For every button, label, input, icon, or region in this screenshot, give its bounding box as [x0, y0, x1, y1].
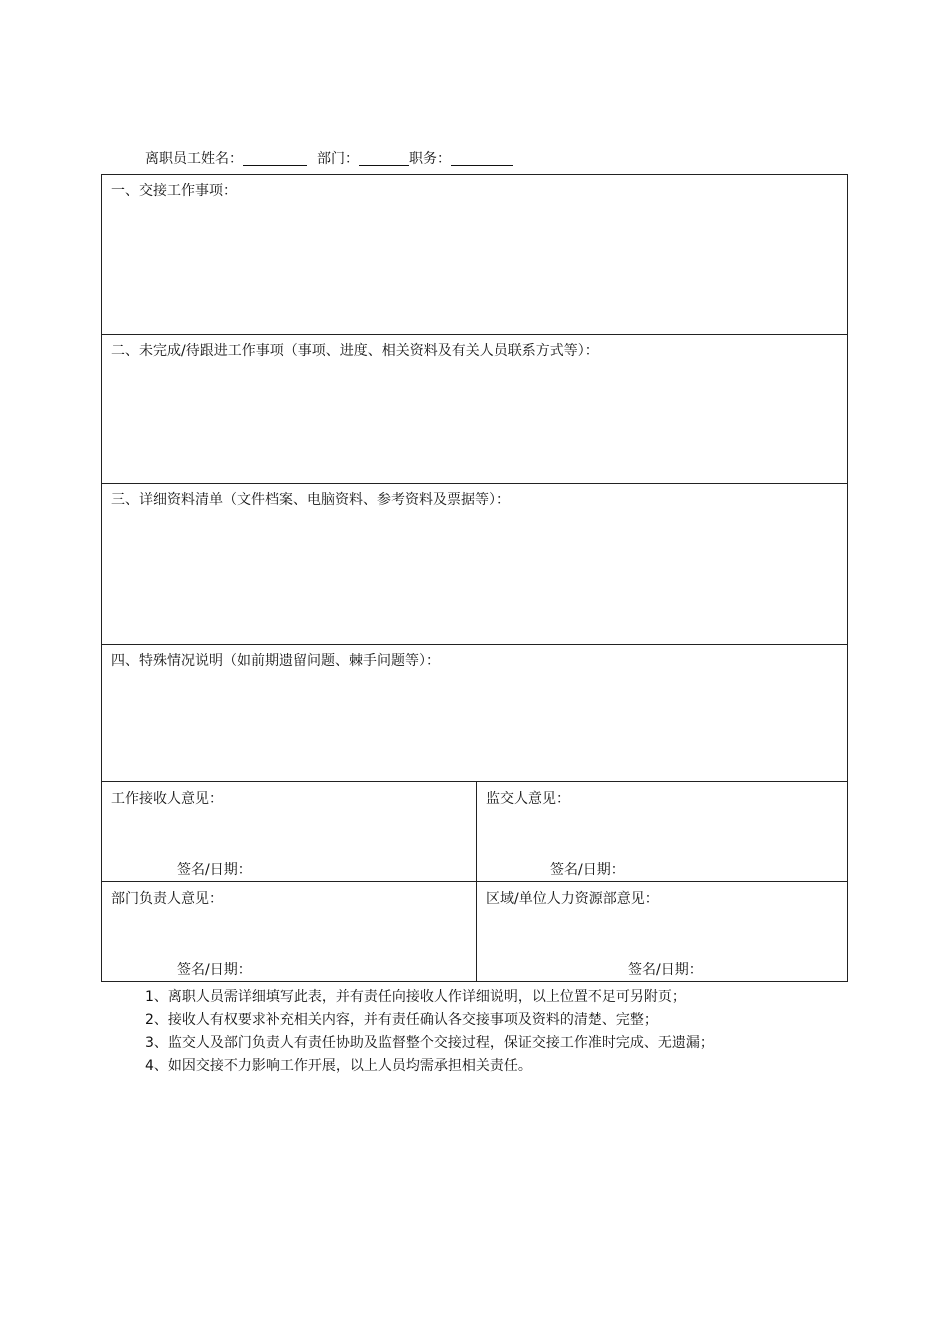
hr-signature-label: 签名/日期： — [628, 962, 703, 978]
section-title: 二、未完成/待跟进工作事项（事项、进度、相关资料及有关人员联系方式等）： — [111, 343, 599, 359]
employee-info-line — [145, 148, 513, 170]
section-pending-items[interactable] — [102, 335, 847, 484]
notes-list — [145, 986, 714, 1078]
section-special-notes[interactable] — [102, 645, 847, 782]
position-label: 职务： — [409, 151, 451, 167]
section-handover-items[interactable] — [102, 175, 847, 335]
hr-opinion-label: 区域/单位人力资源部意见： — [486, 891, 659, 907]
name-label: 离职员工姓名： — [145, 151, 243, 167]
dept-head-opinion-label: 部门负责人意见： — [111, 891, 223, 907]
receiver-signature-label: 签名/日期： — [177, 862, 252, 878]
name-blank-field[interactable] — [243, 150, 307, 166]
dept-label: 部门： — [317, 151, 359, 167]
dept-head-opinion-cell[interactable] — [102, 882, 476, 981]
note-item: 4、如因交接不力影响工作开展，以上人员均需承担相关责任。 — [145, 1058, 532, 1074]
dept-head-signature-label: 签名/日期： — [177, 962, 252, 978]
dept-blank-field[interactable] — [359, 150, 409, 166]
receiver-opinion-label: 工作接收人意见： — [111, 791, 223, 807]
position-blank-field[interactable] — [451, 150, 513, 166]
section-document-list[interactable] — [102, 484, 847, 645]
note-item: 1、离职人员需详细填写此表，并有责任向接收人作详细说明，以上位置不足可另附页； — [145, 989, 686, 1005]
supervisor-opinion-label: 监交人意见： — [486, 791, 570, 807]
handover-form-table — [101, 174, 848, 982]
note-item: 3、监交人及部门负责人有责任协助及监督整个交接过程，保证交接工作准时完成、无遗漏； — [145, 1035, 714, 1051]
note-item: 2、接收人有权要求补充相关内容，并有责任确认各交接事项及资料的清楚、完整； — [145, 1012, 658, 1028]
section-title: 一、交接工作事项： — [111, 183, 237, 199]
supervisor-signature-label: 签名/日期： — [550, 862, 625, 878]
section-title: 三、详细资料清单（文件档案、电脑资料、参考资料及票据等）： — [111, 492, 510, 508]
supervisor-opinion-cell[interactable] — [477, 782, 847, 882]
receiver-opinion-cell[interactable] — [102, 782, 476, 882]
hr-opinion-cell[interactable] — [477, 882, 847, 981]
section-title: 四、特殊情况说明（如前期遗留问题、棘手问题等）： — [111, 653, 440, 669]
